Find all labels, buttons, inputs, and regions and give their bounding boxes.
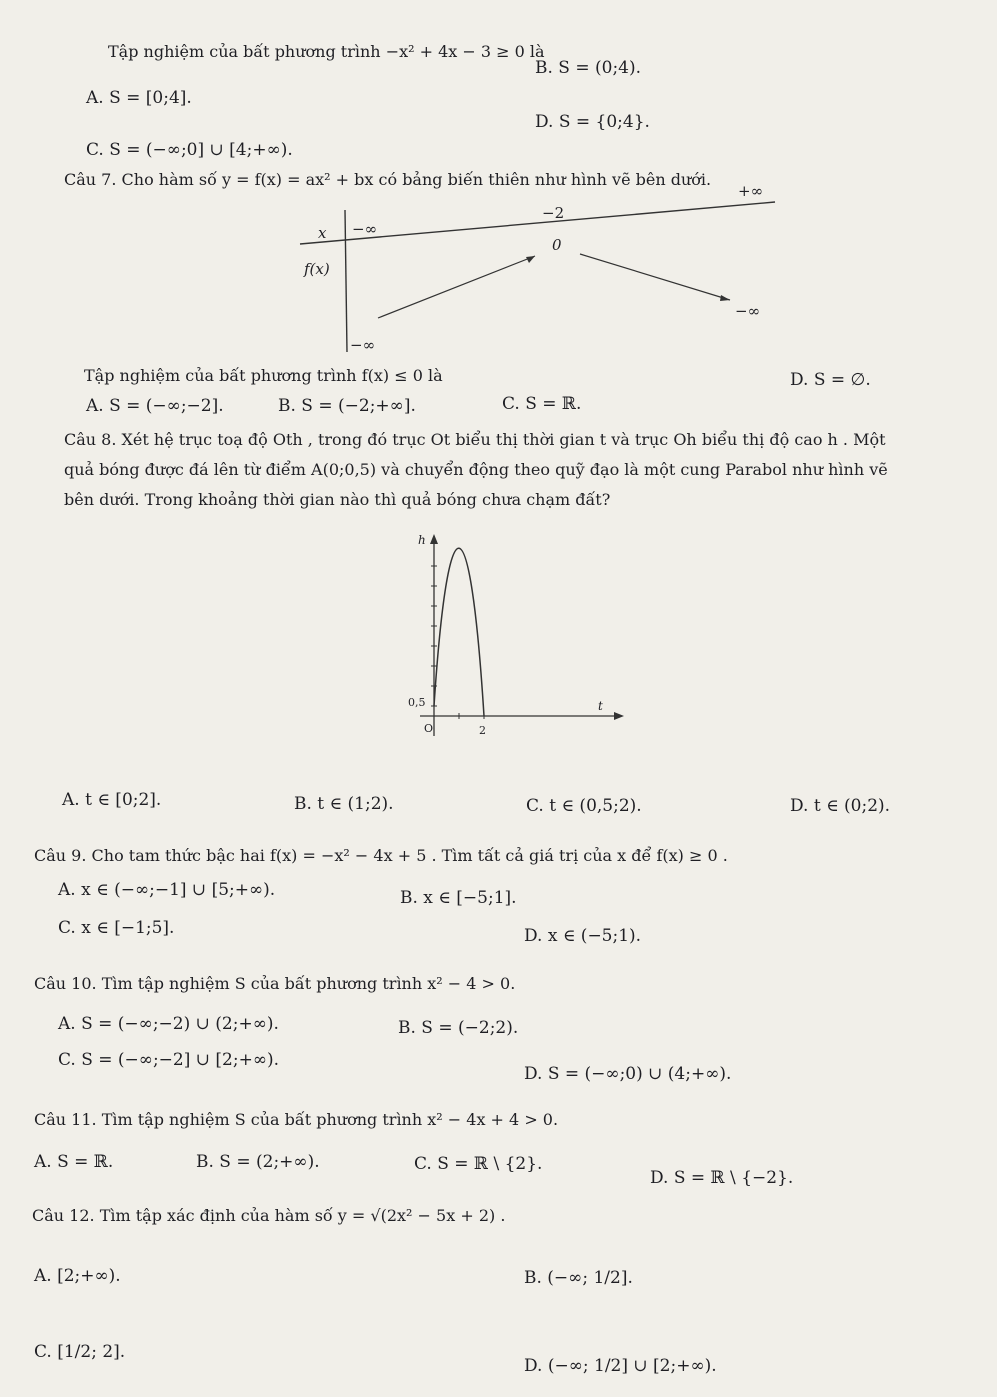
q8-option-c: C. t ∈ (0,5;2).: [526, 796, 642, 816]
origin-label: O: [424, 722, 434, 735]
q9-option-a: A. x ∈ (−∞;−1] ∪ [5;+∞).: [58, 880, 276, 900]
q9-option-d: D. x ∈ (−5;1).: [524, 926, 642, 946]
t-axis-label: t: [598, 699, 603, 713]
q6-option-b: B. S = (0;4).: [535, 58, 642, 78]
q7-option-a: A. S = (−∞;−2].: [86, 396, 224, 416]
table-arrow-down-head: [720, 295, 730, 301]
q7-option-c: C. S = ℝ.: [502, 394, 582, 414]
table-arrow-up: [378, 256, 535, 318]
parabola-curve: [434, 548, 484, 716]
q12-option-b: B. (−∞; 1/2].: [524, 1268, 633, 1288]
q7-sub: Tập nghiệm của bất phương trình f(x) ≤ 0 là: [84, 366, 443, 385]
q10-stem: Câu 10. Tìm tập nghiệm S của bất phương trình x² − 4 > 0.: [34, 974, 516, 993]
q10-option-b: B. S = (−2;2).: [398, 1018, 519, 1038]
q12-option-d: D. (−∞; 1/2] ∪ [2;+∞).: [524, 1356, 717, 1376]
q8-option-d: D. t ∈ (0;2).: [790, 796, 891, 816]
table-f-right: −∞: [735, 302, 761, 320]
q6-option-a: A. S = [0;4].: [86, 88, 192, 108]
table-f-top: 0: [552, 236, 562, 254]
table-x-minus-inf: −∞: [352, 220, 378, 238]
q8-line2: quả bóng được đá lên từ điểm A(0;0,5) và chuyển động theo quỹ đạo là một cung Parabol như hình vẽ: [64, 460, 888, 479]
q8-line1: Câu 8. Xét hệ trục toạ độ Oth , trong đó trục Ot biểu thị thời gian t và trục Oh biểu thị độ cao h . Một: [64, 430, 886, 449]
q8-option-b: B. t ∈ (1;2).: [294, 794, 394, 814]
table-fx-label: f(x): [304, 260, 330, 278]
table-x-label: x: [318, 224, 327, 242]
q9-option-c: C. x ∈ [−1;5].: [58, 918, 175, 938]
q9-stem: Câu 9. Cho tam thức bậc hai f(x) = −x² − 4x + 5 . Tìm tất cả giá trị của x để f(x) ≥ 0 .: [34, 846, 728, 865]
q6-stem: Tập nghiệm của bất phương trình −x² + 4x − 3 ≥ 0 là: [108, 42, 545, 61]
q12-option-c: C. [1/2; 2].: [34, 1342, 126, 1362]
q7-option-d: D. S = ∅.: [790, 370, 871, 390]
t-axis-arrow: [614, 712, 624, 720]
q12-option-a: A. [2;+∞).: [34, 1266, 121, 1286]
q11-option-b: B. S = (2;+∞).: [196, 1152, 320, 1172]
q11-option-d: D. S = ℝ \ {−2}.: [650, 1168, 794, 1188]
q10-option-a: A. S = (−∞;−2) ∪ (2;+∞).: [58, 1014, 279, 1034]
q10-option-c: C. S = (−∞;−2] ∪ [2;+∞).: [58, 1050, 280, 1070]
q11-option-c: C. S = ℝ \ {2}.: [414, 1154, 543, 1174]
table-x-mid: −2: [542, 204, 565, 222]
h-axis-arrow: [430, 534, 438, 544]
q6-option-c: C. S = (−∞;0] ∪ [4;+∞).: [86, 140, 293, 160]
q6-option-d: D. S = {0;4}.: [535, 112, 650, 132]
table-x-plus-inf: +∞: [738, 182, 764, 200]
q8-option-a: A. t ∈ [0;2].: [62, 790, 162, 810]
variation-table: [290, 182, 810, 362]
q11-option-a: A. S = ℝ.: [34, 1152, 114, 1172]
q8-line3: bên dưới. Trong khoảng thời gian nào thì quả bóng chưa chạm đất?: [64, 490, 611, 509]
q11-stem: Câu 11. Tìm tập nghiệm S của bất phương trình x² − 4x + 4 > 0.: [34, 1110, 559, 1129]
table-divider-line: [345, 210, 347, 352]
h-axis-label: h: [418, 533, 426, 547]
q12-stem: Câu 12. Tìm tập xác định của hàm số y = √(2x² − 5x + 2) .: [32, 1206, 506, 1225]
table-arrow-up-head: [526, 256, 535, 263]
table-f-left: −∞: [350, 336, 376, 354]
q9-option-b: B. x ∈ [−5;1].: [400, 888, 517, 908]
q10-option-d: D. S = (−∞;0) ∪ (4;+∞).: [524, 1064, 732, 1084]
q7-option-b: B. S = (−2;+∞].: [278, 396, 416, 416]
q7-stem: Câu 7. Cho hàm số y = f(x) = ax² + bx có bảng biến thiên như hình vẽ bên dưới.: [64, 170, 712, 189]
table-arrow-down: [580, 254, 730, 300]
trajectory-graph: [390, 530, 650, 750]
y-tick-label: 0,5: [408, 696, 426, 709]
x-tick-label: 2: [479, 724, 486, 737]
